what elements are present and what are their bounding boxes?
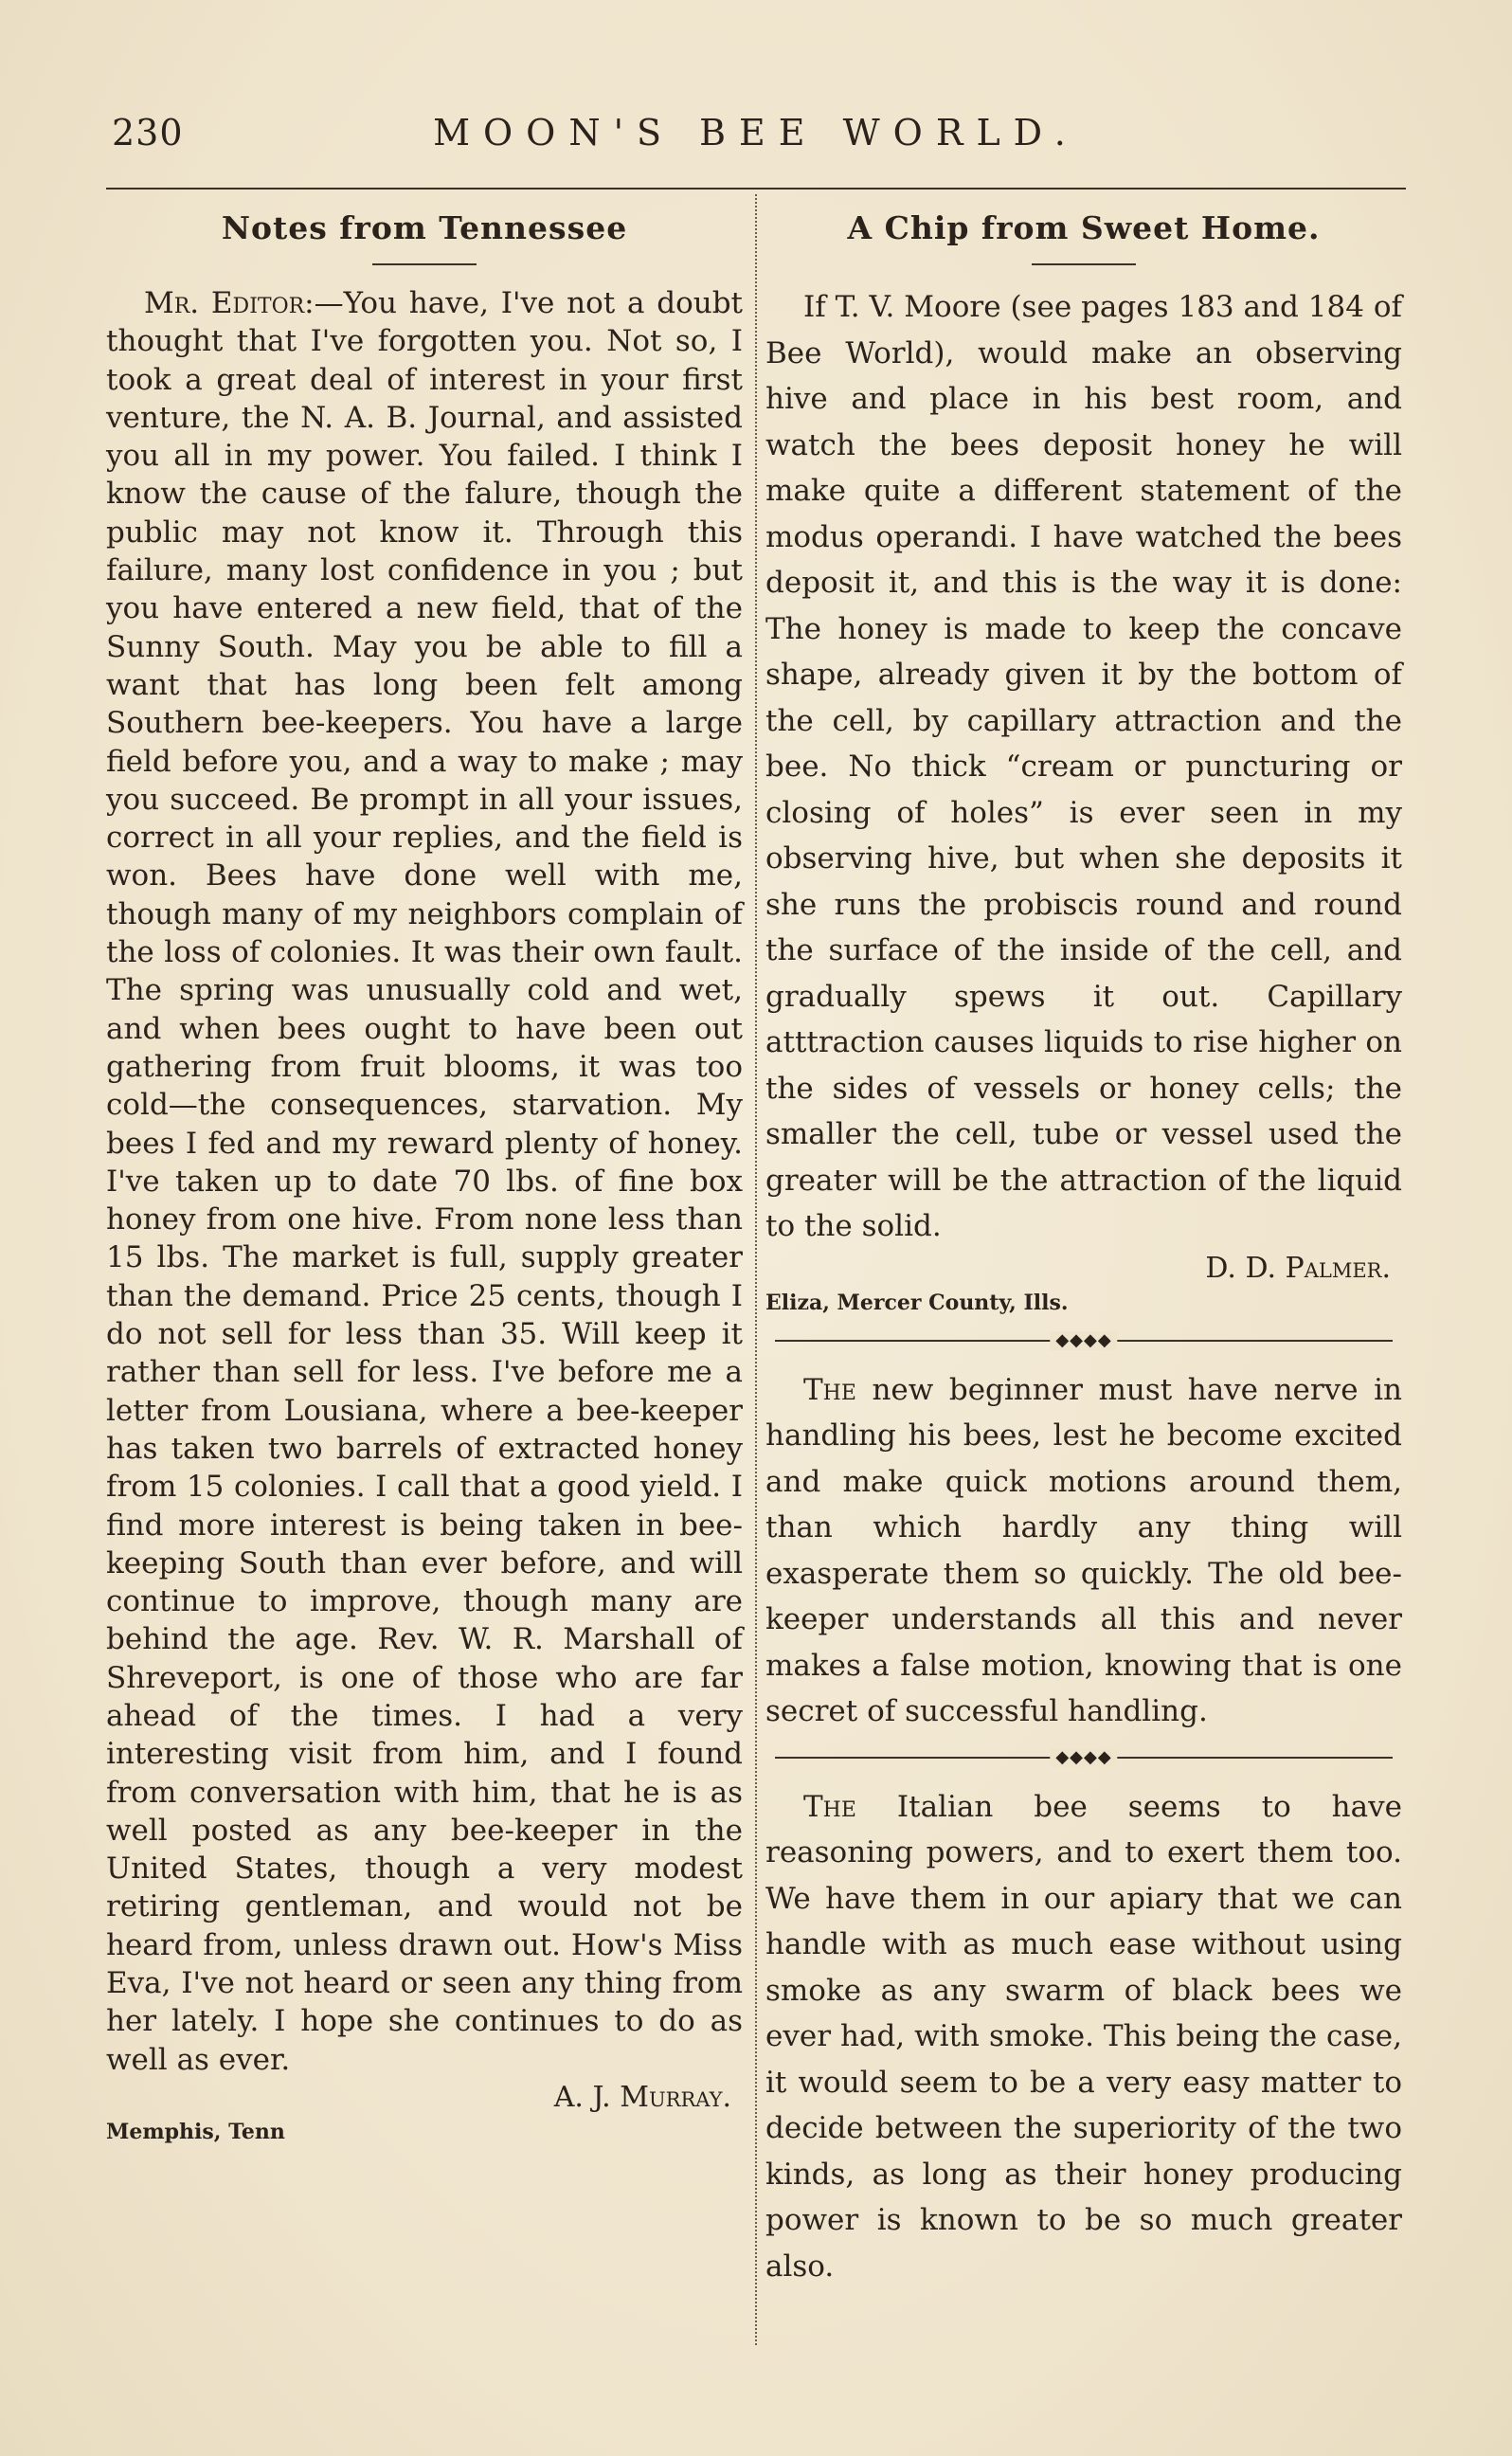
place-eliza: Eliza, Mercer County, Ills. bbox=[765, 1290, 1069, 1315]
article-body-tennessee-text: :—You have, I've not a doubt thought that I've forgotten you. Not so, I took a great deal of interest in your first venture, the N. A. B. Journal, and assisted you all in my power. You failed. I think I know the cause of the falure, though the public may not know it. Through this failure, many lost confidence in you ; but you have entered a new field, that of the Sunny South. May you be able to fill a want that has long been felt among Southern bee-keepers. You have a large field before you, and a way to make ; may you succeed. Be prompt in all your issues, correct in all your replies, and the field is won. Bees have done well with me, though many of my neighbors complain of the loss of colonies. It was their own fault. The spring was unusually cold and wet, and when bees ought to have been out gathering from fruit blooms, it was too cold—the consequences, starvation. My bees I fed and my reward plenty of honey. I've taken up to date 70 lbs. of fine box honey from one hive. From none less than 15 lbs. The market is full, supply greater than the demand. Price 25 cents, though I do not sell for less than 35. Will keep it rather than sell for less. I've before me a letter from Lousiana, where a bee-keeper has taken two barrels of extracted honey from 15 colonies. I call that a good yield. I find more interest is being taken in bee-keeping South than ever before, and will continue to improve, though many are behind the age. Rev. W. R. Marshall of Shreveport, is one of those who are far ahead of the times. I had a very interesting visit from him, and I found from conversation with him, that he is as well posted as any bee-keeper in the United States, though a very modest retiring gentleman, and would not be heard from, unless drawn out. How's Miss Eva, I've not heard or seen any thing from her lately. I hope she continues to do as well as ever. bbox=[106, 286, 743, 2077]
page-number: 230 bbox=[112, 112, 184, 154]
header-rule bbox=[106, 188, 1406, 190]
salutation: Mr. Editor bbox=[144, 286, 305, 320]
running-title: MOON'S BEE WORLD. bbox=[433, 112, 1079, 154]
page-header bbox=[112, 112, 1400, 169]
column-divider bbox=[755, 194, 757, 2345]
title-rule bbox=[372, 263, 477, 265]
paragraph-new-beginner: The new beginner must have nerve in handling his bees, lest he become excited and make quick motions around them, than which hardly any thing will exasperate them so quickly. The old bee-keeper understands all this and never makes a false motion, knowing that is one secret of successful handling. bbox=[765, 1372, 1402, 1728]
ornament-icon: ◆◆◆◆ bbox=[1050, 1331, 1117, 1350]
article-title-tennessee: Notes from Tennessee bbox=[221, 209, 628, 246]
ornament-icon: ◆◆◆◆ bbox=[1050, 1748, 1117, 1767]
left-column bbox=[106, 207, 743, 2147]
place-memphis: Memphis, Tenn bbox=[106, 2119, 285, 2144]
title-rule bbox=[1032, 263, 1136, 265]
ornamental-rule bbox=[765, 1331, 1402, 1350]
signature-murray: A. J. Murray. bbox=[553, 2080, 731, 2114]
paragraph-italian-bee: The Italian bee seems to have reasoning powers, and to exert them too. We have them in our apiary that we can handle with as much ease without using smoke as any swarm of black bees we ever had, with smoke. This being the case, it would seem to be a very easy matter to decide between the superiority of the two kinds, as long as their honey producing power is known to be so much greater also. bbox=[765, 1789, 1402, 2284]
right-column bbox=[765, 207, 1402, 2289]
article-title-sweet-home: A Chip from Sweet Home. bbox=[847, 209, 1321, 246]
article-body-sweet-home: If T. V. Moore (see pages 183 and 184 of Bee World), would make an observing hive and place in his best room, and watch the bees deposit honey he will make quite a different statement of the modus operandi. I have watched the bees deposit it, and this is the way it is done: The honey is made to keep the concave shape, already given it by the bottom of the cell, by capillary attraction and the bee. No thick “cream or puncturing or closing of holes” is ever seen in my observing hive, but when she deposits it she runs the probiscis round and round the surface of the inside of the cell, and gradually spews it out. Capillary atttraction causes liquids to rise higher on the sides of vessels or honey cells; the smaller the cell, tube or vessel used the greater will be the attraction of the liquid to the solid. bbox=[765, 290, 1402, 1243]
signature-palmer: D. D. Palmer. bbox=[1205, 1251, 1391, 1285]
article-body-tennessee bbox=[106, 284, 743, 2079]
ornamental-rule bbox=[765, 1748, 1402, 1767]
